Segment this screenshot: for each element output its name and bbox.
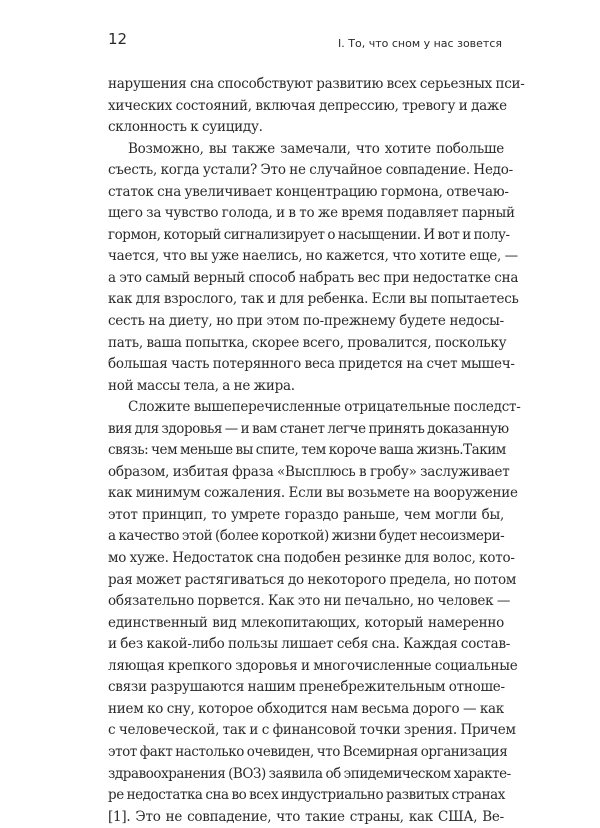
text-line: чается, что вы уже наелись, но кажется, что хотите еще, — xyxy=(108,248,518,265)
text-line: [1]. Это не совпадение, что такие страны, как США, Ве- xyxy=(108,808,504,825)
text-line: этот факт настолько очевиден, что Всемирная организация xyxy=(108,743,508,760)
text-line: склонность к суициду. xyxy=(108,119,263,136)
text-line: а качество этой (более короткой) жизни будет несоизмери- xyxy=(108,528,505,545)
text-line: Сложите вышеперечисленные отрицательные последст- xyxy=(128,399,521,416)
text-line: обязательно порвется. Как это ни печально, но человек — xyxy=(108,593,511,610)
text-line: единственный вид млекопитающих, который намеренно xyxy=(108,614,504,631)
text-line: вия для здоровья — и вам станет легче принять доказанную xyxy=(108,420,509,437)
text-line: сесть на диету, но при этом по-прежнему будете недосы- xyxy=(108,313,504,330)
text-line: хических состояний, включая депрессию, тревогу и даже xyxy=(108,97,507,114)
text-line: щего за чувство голода, и в то же время подавляет парный xyxy=(108,205,515,222)
text-line: большая часть потерянного веса придется на счет мышеч- xyxy=(108,356,515,373)
text-line: гормон, который сигнализирует о насыщении. И вот и полу- xyxy=(108,226,510,243)
text-line: мо хуже. Недостаток сна подобен резинке для волос, кото- xyxy=(108,550,515,567)
text-line: ной массы тела, а не жира. xyxy=(108,377,295,394)
text-line: пать, ваша попытка, скорее всего, провалится, поскольку xyxy=(108,334,507,351)
text-line: ре недостатка сна во всех индустриально развитых странах xyxy=(108,787,505,804)
text-line: ляющая крепкого здоровья и многочисленные социальные xyxy=(108,657,518,674)
text-line: съесть, когда устали? Это не случайное совпадение. Недо- xyxy=(108,162,513,179)
text-line: с человеческой, так и с финансовой точки зрения. Причем xyxy=(108,722,516,739)
text-line: этот принцип, то умрете гораздо раньше, чем могли бы, xyxy=(108,506,504,523)
text-line: нием ко сну, которое обходится нам весьма дорого — как xyxy=(108,700,504,717)
text-line: а это самый верный способ набрать вес при недостатке сна xyxy=(108,269,519,286)
text-line: как для взрослого, так и для ребенка. Если вы попытаетесь xyxy=(108,291,519,308)
text-line: связи разрушаются нашим пренебрежительным отноше- xyxy=(108,679,505,696)
running-head: I. То, что сном у нас зовется xyxy=(338,37,502,50)
text-line: статок сна увеличивает концентрацию гормона, отвечаю- xyxy=(108,183,509,200)
text-line: связь: чем меньше вы спите, тем короче ваша жизнь.Таким xyxy=(108,442,506,459)
text-line: рая может растягиваться до некоторого предела, но потом xyxy=(108,571,517,588)
text-line: как минимум сожаления. Если вы возьмете на вооружение xyxy=(108,485,518,502)
text-line: здравоохранения (ВОЗ) заявила об эпидемическом характе- xyxy=(108,765,511,782)
text-line: образом, избитая фраза «Высплюсь в гробу» заслуживает xyxy=(108,463,510,480)
text-line: Возможно, вы также замечали, что хотите побольше xyxy=(128,140,504,157)
page-number: 12 xyxy=(108,30,128,48)
text-line: и без какой-либо пользы лишает себя сна. Каждая состав- xyxy=(108,636,511,653)
text-line: нарушения сна способствуют развитию всех серьезных пси- xyxy=(108,76,525,92)
body-text xyxy=(108,74,525,828)
